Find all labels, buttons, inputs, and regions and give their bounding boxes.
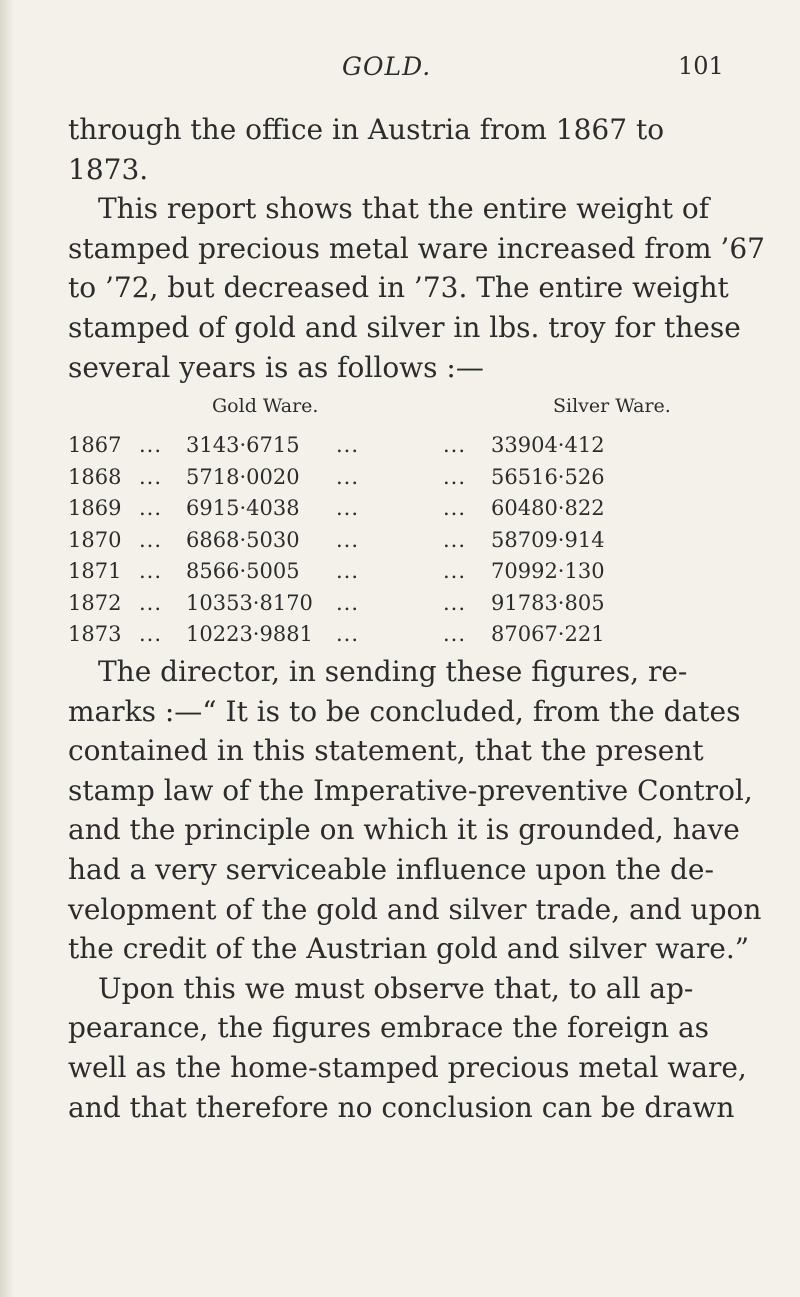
- text-line: contained in this statement, that the present: [68, 734, 704, 768]
- text-line: The director, in sending these figures, re-: [98, 655, 688, 688]
- page-header: [0, 52, 800, 92]
- text-line: 1873.: [68, 152, 149, 186]
- leader-dots: ...: [139, 433, 163, 457]
- silver-cell: 87067·221: [491, 622, 605, 646]
- silver-cell: 33904·412: [491, 433, 605, 457]
- leader-dots: ...: [336, 496, 360, 520]
- leader-dots: ...: [139, 590, 163, 615]
- text-line: had a very serviceable influence upon the de-: [68, 852, 714, 886]
- silver-ware-heading: Silver Ware.: [553, 395, 671, 417]
- table-row: [68, 559, 728, 591]
- text-line: the credit of the Austrian gold and silver ware.”: [68, 932, 750, 966]
- table-row: [68, 591, 728, 623]
- leader-dots: ...: [443, 622, 467, 646]
- text-line: well as the home-stamped precious metal ware,: [68, 1050, 747, 1084]
- text-line: several years is as follows :—: [68, 350, 484, 384]
- leader-dots: ...: [336, 527, 360, 552]
- leader-dots: ...: [336, 559, 360, 583]
- paragraph-intro: [68, 110, 765, 387]
- page-number: 101: [678, 52, 724, 80]
- text-line: stamped of gold and silver in lbs. troy for these: [68, 310, 741, 344]
- year-cell: 1871: [68, 559, 122, 583]
- text-line: and that therefore no conclusion can be drawn: [68, 1090, 735, 1124]
- silver-cell: 58709·914: [491, 527, 605, 552]
- text-line: velopment of the gold and silver trade, and upon: [68, 892, 762, 926]
- text-line: through the office in Austria from 1867 to: [68, 113, 665, 146]
- gold-cell: 8566·5005: [186, 559, 300, 583]
- leader-dots: ...: [139, 622, 163, 646]
- table-row: [68, 528, 728, 560]
- leader-dots: ...: [139, 496, 163, 520]
- year-cell: 1870: [68, 527, 122, 552]
- text-line: marks :—“ It is to be concluded, from the dates: [68, 694, 741, 728]
- year-cell: 1869: [68, 496, 122, 520]
- text-line: Upon this we must observe that, to all ap-: [98, 971, 694, 1005]
- running-head: GOLD.: [342, 52, 432, 81]
- leader-dots: ...: [443, 464, 467, 489]
- table-row: [68, 622, 728, 654]
- table-row: [68, 465, 728, 497]
- leader-dots: ...: [336, 622, 360, 646]
- text-line: pearance, the figures embrace the foreign as: [68, 1011, 710, 1045]
- gold-cell: 6868·5030: [186, 527, 300, 552]
- gold-ware-heading: Gold Ware.: [212, 395, 319, 417]
- leader-dots: ...: [139, 559, 163, 583]
- text-line: stamped precious metal ware increased from ’67: [68, 231, 765, 265]
- year-cell: 1873: [68, 622, 122, 646]
- leader-dots: ...: [139, 527, 163, 552]
- leader-dots: ...: [443, 496, 467, 520]
- silver-cell: 91783·805: [491, 590, 605, 615]
- weight-table: [68, 395, 728, 654]
- text-line: stamp law of the Imperative-preventive Control,: [68, 773, 753, 807]
- leader-dots: ...: [336, 590, 360, 615]
- table-header: [68, 395, 728, 433]
- paragraph-director-remarks: [68, 652, 762, 1127]
- leader-dots: ...: [139, 464, 163, 489]
- gold-cell: 10353·8170: [186, 590, 313, 615]
- silver-cell: 60480·822: [491, 496, 605, 520]
- year-cell: 1872: [68, 590, 122, 615]
- year-cell: 1867: [68, 433, 122, 457]
- leader-dots: ...: [443, 433, 467, 457]
- silver-cell: 70992·130: [491, 559, 605, 583]
- gold-cell: 3143·6715: [186, 433, 300, 457]
- leader-dots: ...: [443, 527, 467, 552]
- leader-dots: ...: [336, 464, 360, 489]
- silver-cell: 56516·526: [491, 464, 605, 489]
- table-row: [68, 433, 728, 465]
- gold-cell: 5718·0020: [186, 464, 300, 489]
- text-line: This report shows that the entire weight of: [98, 192, 710, 226]
- table-row: [68, 496, 728, 528]
- leader-dots: ...: [443, 559, 467, 583]
- page-edge-shadow: [0, 0, 14, 1297]
- leader-dots: ...: [336, 433, 360, 457]
- text-line: to ’72, but decreased in ’73. The entire weight: [68, 271, 729, 305]
- text-line: and the principle on which it is grounded, have: [68, 813, 740, 847]
- leader-dots: ...: [443, 590, 467, 615]
- year-cell: 1868: [68, 464, 122, 489]
- gold-cell: 10223·9881: [186, 622, 313, 646]
- gold-cell: 6915·4038: [186, 496, 300, 520]
